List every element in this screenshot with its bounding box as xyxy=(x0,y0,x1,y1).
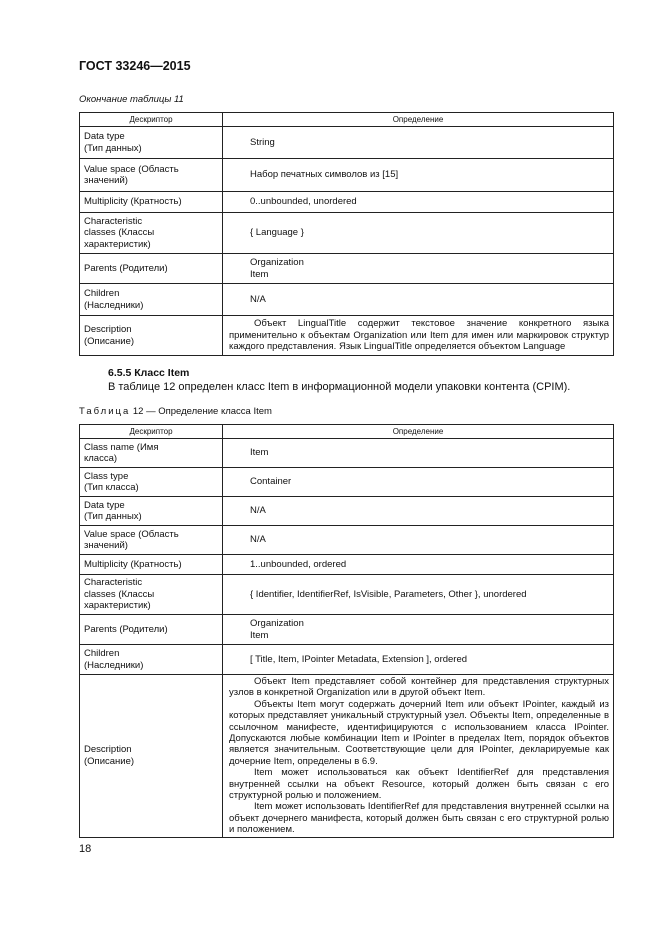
table-row xyxy=(80,284,614,316)
standard-header: ГОСТ 33246—2015 xyxy=(79,59,191,73)
section-heading: 6.5.5 Класс Item xyxy=(108,367,190,379)
column-header-descriptor: Дескриптор xyxy=(80,425,223,439)
table-row xyxy=(80,127,614,159)
column-header-definition: Определение xyxy=(223,113,614,127)
table-row xyxy=(80,159,614,192)
definition-cell: N/A xyxy=(223,526,614,555)
descriptor-cell: Parents (Родители) xyxy=(80,615,223,645)
table-row xyxy=(80,675,614,838)
table-row xyxy=(80,575,614,615)
definition-cell: Набор печатных символов из [15] xyxy=(223,159,614,192)
definition-cell: Container xyxy=(223,468,614,497)
definition-cell: 0..unbounded, unordered xyxy=(223,192,614,213)
descriptor-cell: Parents (Родители) xyxy=(80,254,223,284)
definition-cell: [ Title, Item, IPointer Metadata, Extension ], ordered xyxy=(223,645,614,675)
table-header-row xyxy=(80,113,614,127)
table-row xyxy=(80,468,614,497)
table-11 xyxy=(79,112,614,356)
definition-cell: Organization Item xyxy=(223,615,614,645)
definition-cell: { Language } xyxy=(223,213,614,254)
descriptor-cell: Children (Наследники) xyxy=(80,645,223,675)
table-row xyxy=(80,615,614,645)
description-paragraph: Item может использовать IdentifierRef для представления внутренней ссылки на объект дочернего манифеста, который должен быть связан с его структурной ролью и положением. xyxy=(229,801,609,836)
table-row xyxy=(80,497,614,526)
descriptor-cell: Class type (Тип класса) xyxy=(80,468,223,497)
definition-cell: Organization Item xyxy=(223,254,614,284)
description-paragraph: Объекты Item могут содержать дочерний Item или объект IPointer, каждый из которых представляет уникальный структурный узел. Объекты Item, определенные в ссылочном манифесте, идентифицируются с использованием класса IPointer. Допускаются любые комбинации Item и IPointer в пределах Item, порядок объектов является значительным. Соответствующие цели для IPointer, декларируемые как дочерние Item, определены в 6.9. xyxy=(229,698,609,767)
table-row xyxy=(80,192,614,213)
table-row xyxy=(80,213,614,254)
table-row xyxy=(80,439,614,468)
definition-cell: N/A xyxy=(223,497,614,526)
description-paragraph: Item может использоваться как объект IdentifierRef для представления внутренней ссылки на объект Resource, который должен быть связан с его структурной ролью и положением. xyxy=(229,767,609,802)
descriptor-cell: Description (Описание) xyxy=(80,675,223,838)
descriptor-cell: Data type (Тип данных) xyxy=(80,127,223,159)
description-paragraph: Объект Item представляет собой контейнер для представления структурных узлов в конкретной Organization или в другой объект Item. xyxy=(229,676,609,699)
descriptor-cell: Value space (Область значений) xyxy=(80,526,223,555)
descriptor-cell: Data type (Тип данных) xyxy=(80,497,223,526)
descriptor-cell: Multiplicity (Кратность) xyxy=(80,192,223,213)
table-12 xyxy=(79,424,614,838)
descriptor-cell: Class name (Имя класса) xyxy=(80,439,223,468)
descriptor-cell: Characteristic classes (Классы характеристик) xyxy=(80,575,223,615)
descriptor-cell: Description (Описание) xyxy=(80,316,223,356)
page-number: 18 xyxy=(79,843,92,855)
table-caption: Таблица 12 — Определение класса Item xyxy=(79,406,272,417)
definition-cell: N/A xyxy=(223,284,614,316)
table-row xyxy=(80,645,614,675)
descriptor-cell: Value space (Область значений) xyxy=(80,159,223,192)
descriptor-cell: Characteristic classes (Классы характеристик) xyxy=(80,213,223,254)
definition-cell: String xyxy=(223,127,614,159)
table-row xyxy=(80,316,614,356)
definition-cell: { Identifier, IdentifierRef, IsVisible, Parameters, Other }, unordered xyxy=(223,575,614,615)
definition-cell: Item xyxy=(223,439,614,468)
table-header-row xyxy=(80,425,614,439)
section-text: В таблице 12 определен класс Item в информационной модели упаковки контента (CPIM). xyxy=(108,381,571,393)
table-row xyxy=(80,254,614,284)
definition-cell: Объект LingualTitle содержит текстовое значение конкретного языка применительно к объектам Organization или Item для имен или маркировок структур каждого представления. Язык LingualTitle определяется объектом Language xyxy=(223,316,614,356)
table-row xyxy=(80,526,614,555)
descriptor-cell: Multiplicity (Кратность) xyxy=(80,555,223,575)
column-header-definition: Определение xyxy=(223,425,614,439)
table-row xyxy=(80,555,614,575)
definition-cell: 1..unbounded, ordered xyxy=(223,555,614,575)
definition-cell xyxy=(223,675,614,838)
descriptor-cell: Children (Наследники) xyxy=(80,284,223,316)
table-continuation-caption: Окончание таблицы 11 xyxy=(79,94,184,105)
column-header-descriptor: Дескриптор xyxy=(80,113,223,127)
